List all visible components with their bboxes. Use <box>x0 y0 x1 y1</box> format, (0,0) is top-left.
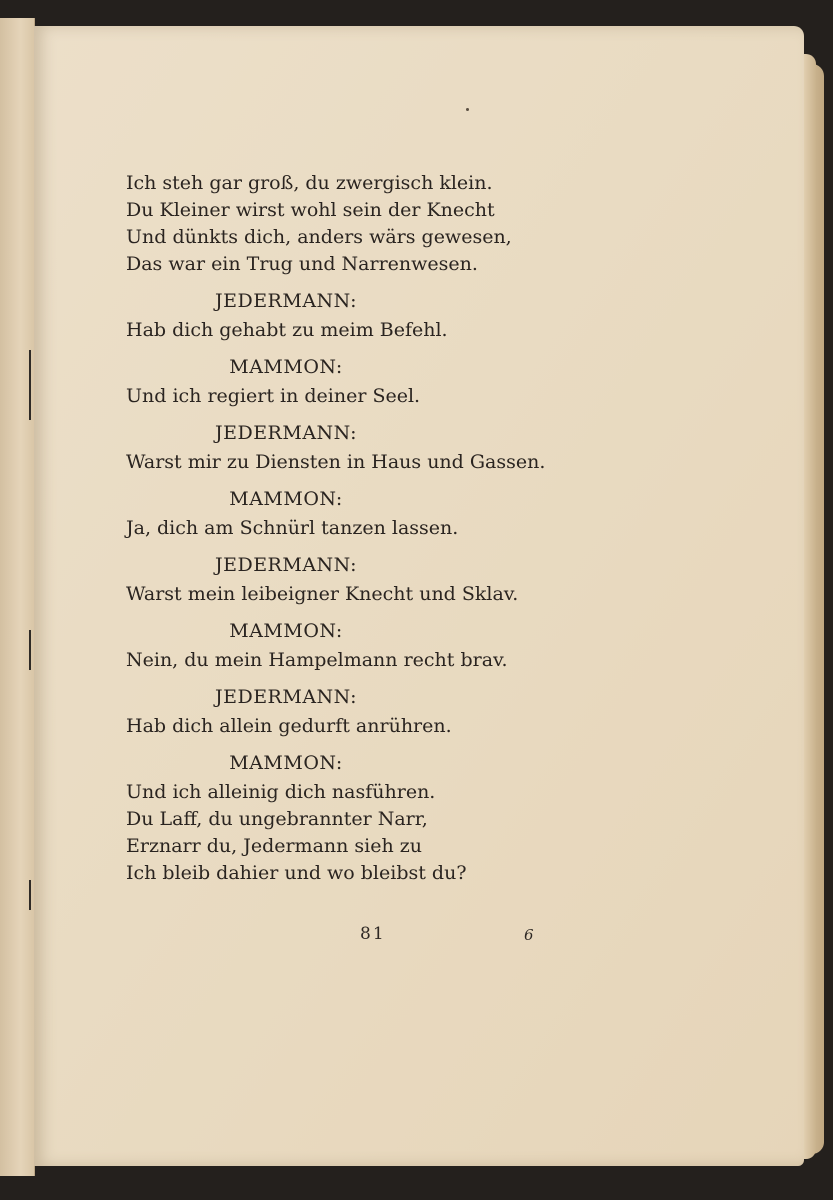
speaker-name: MAMMON: <box>229 488 343 510</box>
verse-line: Und ich alleinig dich nasführen. <box>126 781 436 803</box>
speaker-name: MAMMON: <box>229 620 343 642</box>
verse-line: Warst mir zu Diensten in Haus und Gassen. <box>126 451 546 473</box>
binding-thread-mark <box>29 630 31 670</box>
verse-line: Erznarr du, Jedermann sieh zu <box>126 835 423 857</box>
verse-line: Du Kleiner wirst wohl sein der Knecht <box>126 199 495 221</box>
verse-line: Ich steh gar groß, du zwergisch klein. <box>126 172 493 194</box>
verse-line: Nein, du mein Hampelmann recht brav. <box>126 649 508 671</box>
speaker-name: JEDERMANN: <box>214 422 358 444</box>
speaker-name: JEDERMANN: <box>214 554 358 576</box>
verse-line: Du Laff, du ungebrannter Narr, <box>126 808 428 830</box>
ink-speck <box>466 108 469 111</box>
verse-line: Ja, dich am Schnürl tanzen lassen. <box>126 517 459 539</box>
verse-line: Und dünkts dich, anders wärs gewesen, <box>126 226 512 248</box>
verse-line: Das war ein Trug und Narrenwesen. <box>126 253 478 275</box>
speaker-name: JEDERMANN: <box>214 686 358 708</box>
verse-line: Und ich regiert in deiner Seel. <box>126 385 421 407</box>
left-page-edge <box>0 18 35 1176</box>
speaker-name: MAMMON: <box>229 752 343 774</box>
binding-thread-mark <box>29 350 31 420</box>
verse-line: Hab dich gehabt zu meim Befehl. <box>126 319 448 341</box>
verse-line: Ich bleib dahier und wo bleibst du? <box>126 862 467 884</box>
speaker-name: MAMMON: <box>229 356 343 378</box>
play-text <box>126 170 566 887</box>
signature-mark: 6 <box>524 926 534 944</box>
verse-line: Hab dich allein gedurft anrühren. <box>126 715 452 737</box>
page-number: 81 <box>360 924 386 944</box>
binding-thread-mark <box>29 880 31 910</box>
verse-line: Warst mein leibeigner Knecht und Sklav. <box>126 583 519 605</box>
speaker-name: JEDERMANN: <box>214 290 358 312</box>
